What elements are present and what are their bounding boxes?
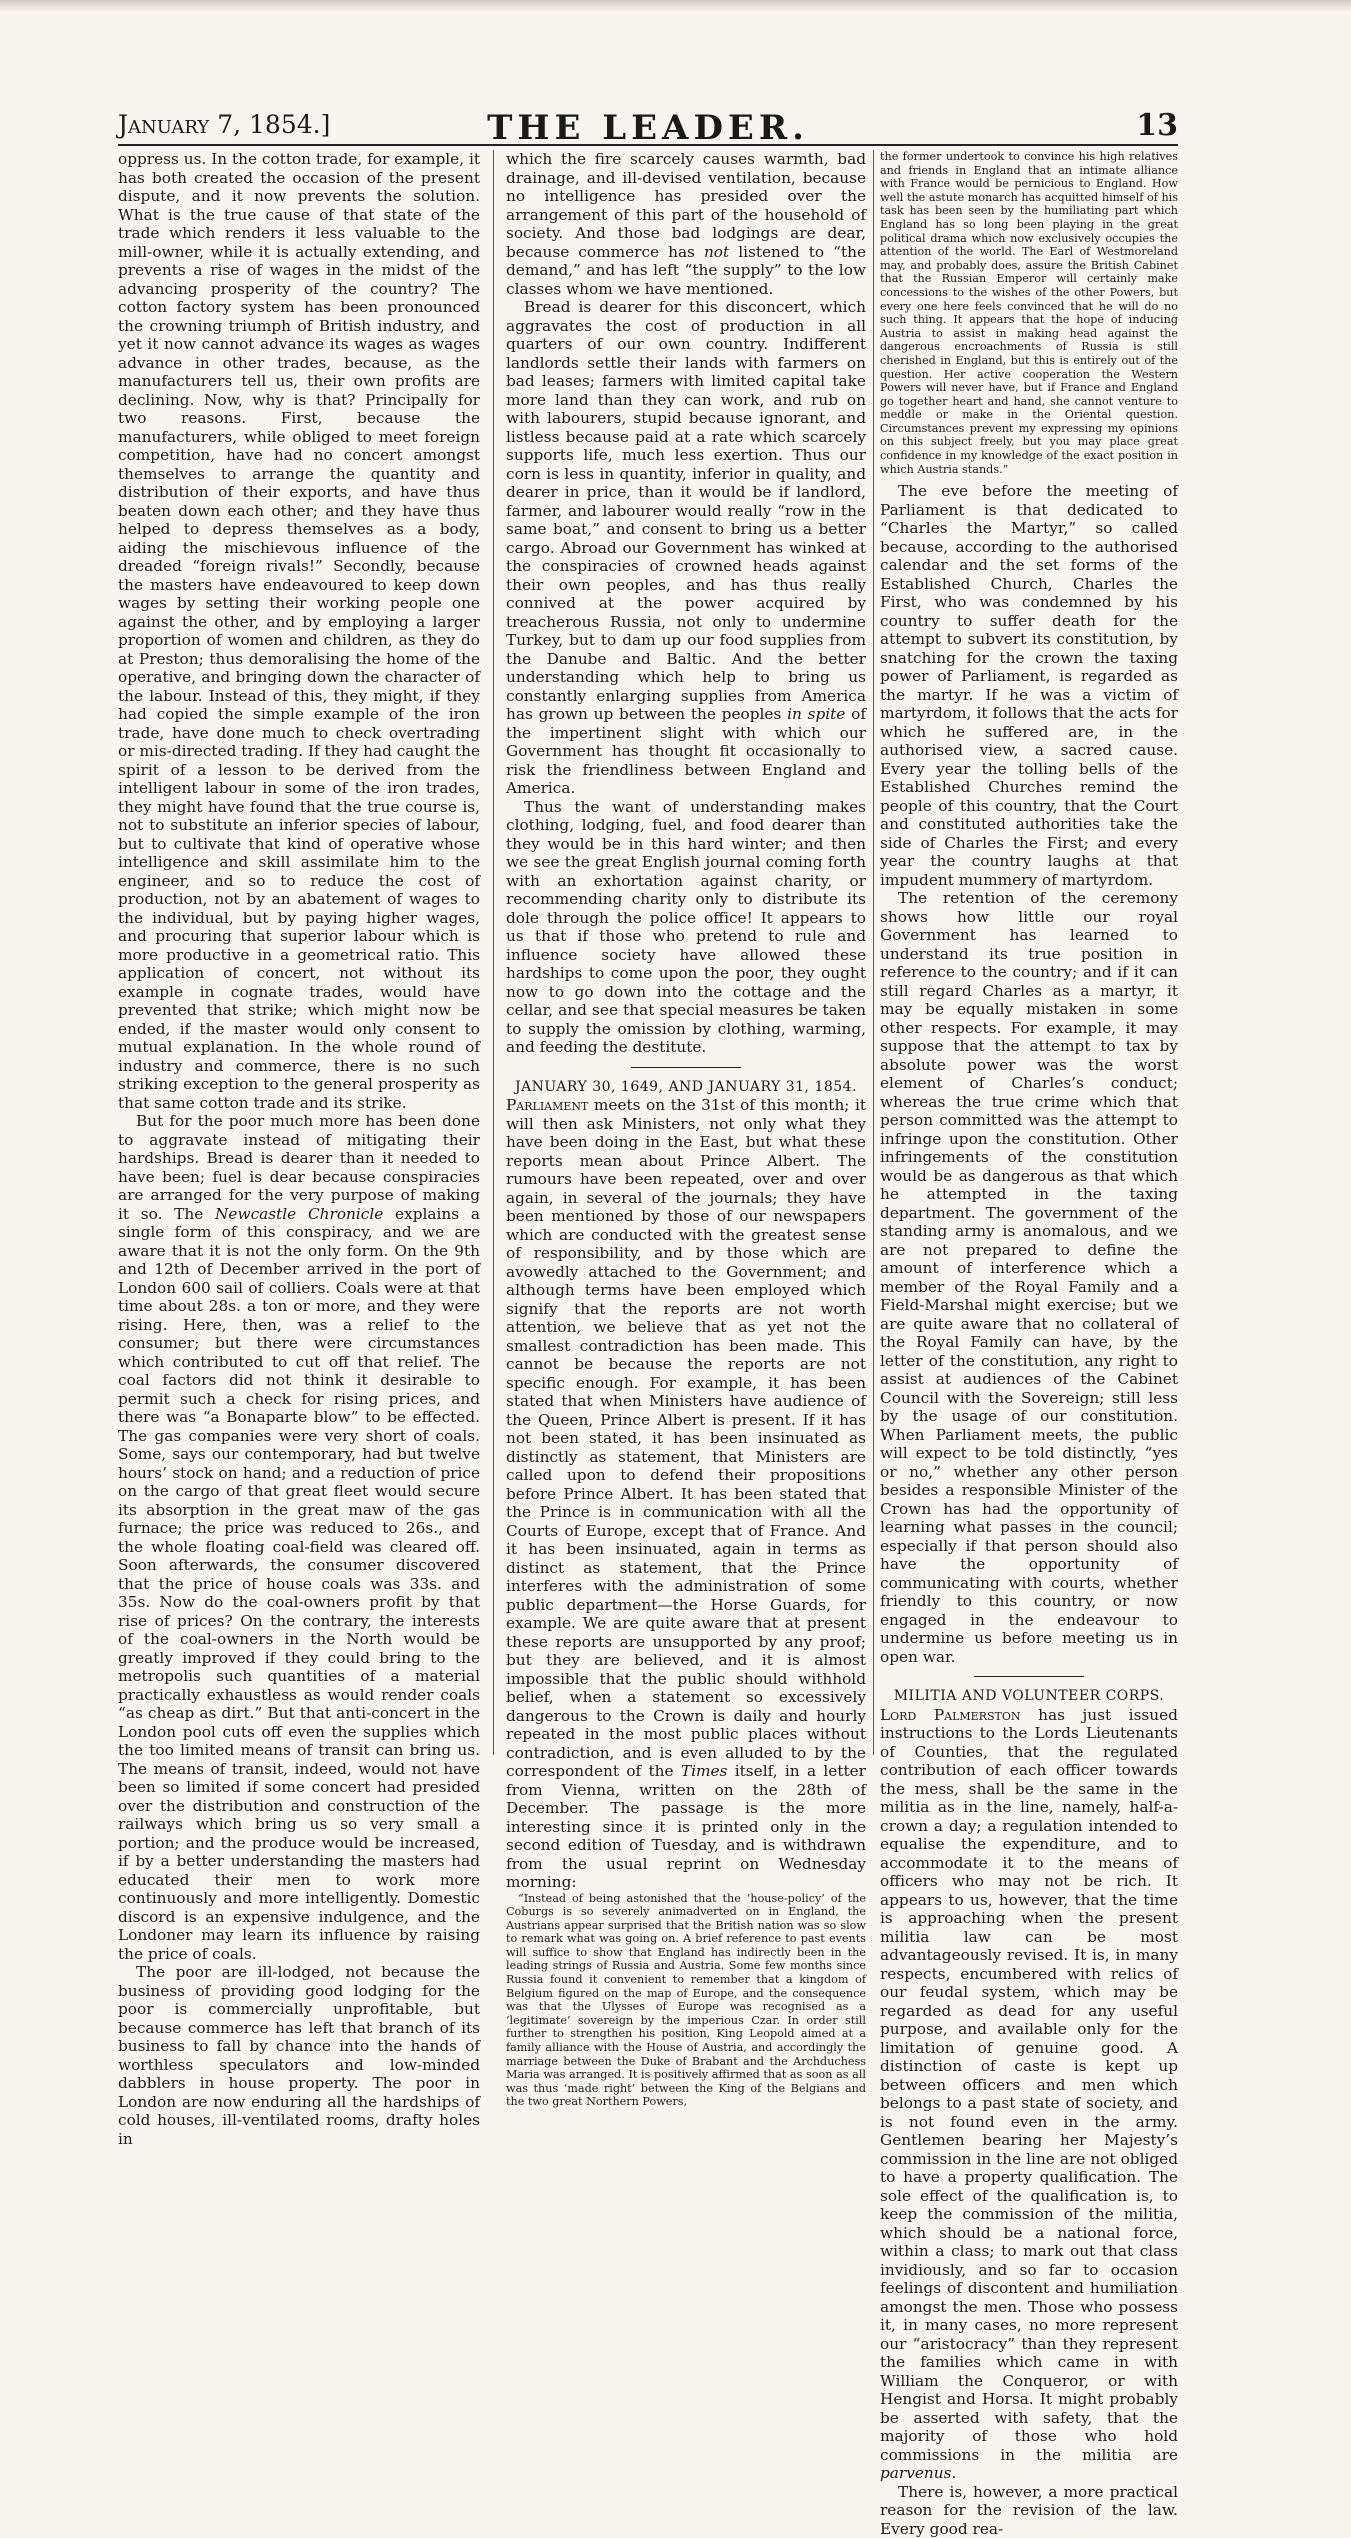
quote-text: “Instead of being astonished that the ‘house-policy’ of the Coburgs is so severely animadverted on in England, the Austrians appear surprised that the British nation was so slow to remark what was going on. A brief reference to past events will suffice to show that England has indirectly been in the leading strings of Russia and Austria. Some few months since Russia found it convenient to remember that a kingdom of Belgium figured on the map of Europe, and the consequence was that the Ulysses of Europe was recognised as a ‘legitimate’ sovereign by the imperious Czar. In order still further to strengthen his position, King Leopold aimed at a family alliance with the House of Austria, and accordingly the marriage between the Duke of Brabant and the Archduchess Maria was arranged. It is positively affirmed that as soon as all was thus ‘made right’ between the King of the Belgians and the two great Northern Powers,: [506, 1891, 866, 2109]
page-number: 13: [1136, 108, 1178, 143]
page-header: [118, 104, 1178, 146]
paragraph: Thus the want of understanding makes clothing, lodging, fuel, and food dearer than they would be in this hard winter; and then we see the great English journal coming forth with an exhortation against charity, or recommending charity only to distribute its dole through the police office! It appears to us that if those who pretend to rule and influence society have allowed these hardships to come upon the poor, they ought now to go down into the cottage and the cellar, and see that special measures be taken to supply the omission by clothing, warming, and feeding the destitute.: [506, 797, 866, 1056]
quoted-letter: [506, 1892, 866, 2110]
column-rule-1: [493, 150, 494, 1755]
section-title: JANUARY 30, 1649, AND JANUARY 31, 1854.: [514, 1078, 858, 1095]
paragraph: The retention of the ceremony shows how little our royal Government has learned to understand its true position in reference to the country; and if it can still regard Charles as a martyr, it may be equally mistaken in some other respects. For example, it may suppose that the attempt to tax by absolute power was the worst element of Charles’s conduct; whereas the true crime which that person committed was the attempt to infringe upon the constitution. Other infringements of the constitution would be as dangerous as that which he attempted in the taxing department. The government of the standing army is anomalous, and we are not prepared to define the amount of interference which a member of the Royal Family and a Field-Marshal might exercise; but we are quite aware that no collateral of the Royal Family can have, by the letter of the constitution, any right to assist at audiences of the Cabinet Council with the Sovereign; still less by the usage of our constitution. When Parliament meets, the public will expect to be told distinctly, “yes or no,” whether any other person besides a responsible Minister of the Crown has had the opportunity of learning what passes in the council; especially if that person should also have the opportunity of communicating with courts, whether friendly to this country, or now engaged in the endeavour to undermine us before meeting us in open war.: [880, 889, 1178, 1666]
paragraph: Lord Palmerston has just issued instructions to the Lords Lieutenants of Counties, that the regulated contribution of each officer towards the mess, shall be the same in the militia as in the line, namely, half-a-crown a day; a regulation intended to equalise the expenditure, and to accommodate it to the means of officers who may not be rich. It appears to us, however, that the time is approaching when the present militia law can be most advantageously revised. It is, in many respects, encumbered with relics of our feudal system, which may be regarded as dead for any useful purpose, and available only for the limitation of genuine good. A distinction of caste is kept up between officers and men which belongs to a past state of society, and is not found even in the army. Gentlemen bearing her Majesty’s commission in the line are not obliged to have a property qualification. The sole effect of the qualification is, to keep the commission of the militia, which should be a national force, within a class; to mark out that class invidiously, and so far to occasion feelings of discontent and humiliation amongst the men. Those who possess it, in many cases, no more represent our “aristocracy” than they represent the families which came in with William the Conqueror, or with Hengist and Horsa. It might probably be asserted with safety, that the majority of those who hold commissions in the militia are parvenus.: [880, 1705, 1178, 2483]
masthead-title: THE LEADER.: [487, 108, 809, 148]
paragraph: which the fire scarcely causes warmth, bad drainage, and ill-devised ventilation, because no intelligence has presided over the arrangement of this part of the household of society. And those bad lodgings are dear, because commerce has not listened to “the demand,” and has left “the supply” to the low classes whom we have mentioned.: [506, 150, 866, 298]
paragraph: oppress us. In the cotton trade, for example, it has both created the occasion of the present dispute, and it now prevents the solution. What is the true cause of that state of the trade which renders it less valuable to the mill-owner, while it is actually extending, and prevents a rise of wages in the midst of the advancing prosperity of the country? The cotton factory system has been pronounced the crowning triumph of British industry, and yet it now cannot advance its wages as wages advance in other trades, because, as the manufacturers tell us, their own profits are declining. Now, why is that? Principally for two reasons. First, because the manufacturers, while obliged to meet foreign competition, have had no concert amongst themselves to arrange the quantity and distribution of their exports, and have thus beaten down each other; and they have thus helped to depress themselves as a body, aiding the mischievous influence of the dreaded “foreign rivals!” Secondly, because the masters have endeavoured to keep down wages by setting their working people one against the other, and by employing a larger proportion of women and children, as they do at Preston; thus demoralising the home of the operative, and bringing down the character of the labour. Instead of this, they might, if they had copied the simple example of the iron trade, have done much to check overtrading or mis-directed trading. If they had caught the spirit of a lesson to be derived from the intelligent labour in some of the iron trades, they might have found that the true course is, not to substitute an inferior species of labour, but to cultivate that kind of operative whose intelligence and skill assimilate him to the engineer, and so to reduce the cost of production, not by an abatement of wages to the individual, but by paying higher wages, and procuring that superior labour which is more productive in a geometrical ratio. This application of concert, not without its example in cognate trades, would have prevented that strike; which might now be ended, if the master would only consent to mutual explanation. In the whole round of industry and commerce, there is no such striking exception to the general prosperity as that same cotton trade and its strike.: [118, 150, 480, 1112]
column-1: [118, 150, 480, 2148]
section-title: MILITIA AND VOLUNTEER CORPS.: [893, 1688, 1165, 1705]
section-divider: [974, 1676, 1084, 1677]
quoted-letter-continued: [880, 150, 1178, 476]
page-edge: [0, 0, 1351, 12]
column-2: [506, 150, 866, 2109]
quote-text: the former undertook to convince his high relatives and friends in England that an intimate alliance with France would be pernicious to England. How well the astute monarch has acquitted himself of his task has been seen by the humiliating part which England has so long been playing in the great political drama which now exclusively occupies the attention of the world. The Earl of Westmoreland may, and probably does, assure the British Cabinet that the Russian Emperor will certainly make concessions to the wishes of the other Powers, but every one here feels convinced that he will do no such thing. It appears that the hope of inducing Austria to assist in making head against the dangerous encroachments of Russia is still cherished in England, but this is entirely out of the question. Her active cooperation the Western Powers will never have, but if France and England go together heart and hand, she cannot venture to meddle or make in the Oriental question. Circumstances prevent my expressing my opinions on this subject freely, but you may place great confidence in my knowledge of the exact position in which Austria stands.”: [880, 150, 1178, 476]
section-divider: [631, 1067, 741, 1068]
paragraph: The eve before the meeting of Parliament is that dedicated to “Charles the Martyr,” so called because, according to the authorised calendar and the set forms of the Established Church, Charles the First, who was condemned by his country to suffer death for the attempt to subvert its constitution, by snatching for the crown the taxing power of Parliament, is regarded as the martyr. If he was a victim of martyrdom, it follows that the acts for which he suffered are, in the authorised view, a sacred cause. Every year the tolling bells of the Established Churches remind the people of this country, that the Court and constituted authorities take the side of Charles the First; and every year the country laughs at that impudent mummery of martyrdom.: [880, 482, 1178, 889]
column-rule-2: [873, 150, 874, 1755]
paragraph: There is, however, a more practical reason for the revision of the law. Every good rea-: [880, 2482, 1178, 2538]
paragraph: The poor are ill-lodged, not because the business of providing good lodging for the poor is commercially unprofitable, but because commerce has left that branch of its business to fall by chance into the hands of worthless speculators and low-minded dabblers in house property. The poor in London are now enduring all the hardships of cold houses, ill-ventilated rooms, drafty holes in: [118, 1963, 480, 2148]
paragraph: Parliament meets on the 31st of this month; it will then ask Ministers, not only what they have been doing in the East, but what these reports mean about Prince Albert. The rumours have been repeated, over and over again, in several of the journals; they have been mentioned by those of our newspapers which are conducted with the greatest sense of responsibility, and by those which are avowedly attached to the Government; and although terms have been employed which signify that the reports are not worth attention, we believe that as yet not the smallest contradiction has been made. This cannot be because the reports are not specific enough. For example, it has been stated that when Ministers have audience of the Queen, Prince Albert is present. If it has not been stated, it has been insinuated as distinctly as statement, that Ministers are called upon to defend their propositions before Prince Albert. It has been stated that the Prince is in communication with all the Courts of Europe, except that of France. And it has been insinuated, again in terms as distinct as statement, that the Prince interferes with the administration of some public department—the Horse Guards, for example. We are quite aware that at present these reports are unsupported by any proof; but they are believed, and it is almost impossible that the public should withhold belief, when a statement so excessively dangerous to the Crown is daily and hourly repeated in the most public places without contradiction, and is even alluded to by the correspondent of the Times itself, in a letter from Vienna, written on the 28th of December. The passage is the more interesting since it is printed only in the second edition of Tuesday, and is withdrawn from the usual reprint on Wednesday morning:: [506, 1096, 866, 1891]
paragraph: Bread is dearer for this disconcert, which aggravates the cost of production in all quarters of our own country. Indifferent landlords settle their lands with farmers on bad leases; farmers with limited capital take more land than they can work, and rub on with labourers, stupid because ignorant, and listless because paid at a rate which scarcely supports life, much less exertion. Thus our corn is less in quantity, inferior in quality, and dearer in price, than it would be if landlord, farmer, and labourer would really “row in the same boat,” and consent to bring us a better cargo. Abroad our Government has winked at the conspiracies of crowned heads against their own peoples, and has thus really connived at the power acquired by treacherous Russia, not only to undermine Turkey, but to dam up our food supplies from the Danube and Baltic. And the better understanding which help to bring us constantly enlarging supplies from America has grown up between the peoples in spite of the impertinent slight with which our Government has thought fit occasionally to risk the friendliness between England and America.: [506, 298, 866, 797]
column-3: [880, 150, 1178, 2538]
issue-date: January 7, 1854.]: [118, 110, 331, 139]
paragraph: But for the poor much more has been done to aggravate instead of mitigating their hardships. Bread is dearer than it needed to have been; fuel is dear because conspiracies are arranged for the very purpose of making it so. The Newcastle Chronicle explains a single form of this conspiracy, and we are aware that it is not the only form. On the 9th and 12th of December arrived in the port of London 600 sail of colliers. Coals were at that time about 28s. a ton or more, and they were rising. Here, then, was a relief to the consumer; but there were circumstances which contributed to cut off that relief. The coal factors did not think it desirable to permit such a check for rising prices, and there was “a Bonaparte blow” to be effected. The gas companies were very short of coals. Some, says our contemporary, had but twelve hours’ stock on hand; and a reduction of price on the cargo of that great fleet would secure its absorption in the great maw of the gas furnace; the price was reduced to 26s., and the whole floating coal-field was cleared off. Soon afterwards, the consumer discovered that the price of house coals was 33s. and 35s. Now do the coal-owners profit by that rise of prices? On the contrary, the interests of the coal-owners in the North would be greatly improved if they could bring to the metropolis such quantities of a material practically exhaustless as would render coals “as cheap as dirt.” But that anti-concert in the London pool cuts off even the supplies which the too limited means of transit can bring us. The means of transit, indeed, would not have been so limited if some concert had presided over the distribution and construction of the railways which bring us so very small a portion; and the produce would be increased, if by a better understanding the masters had educated their men to work more continuously and more intelligently. Domestic discord is an expensive indulgence, and the Londoner may learn its influence by raising the price of coals.: [118, 1112, 480, 1963]
